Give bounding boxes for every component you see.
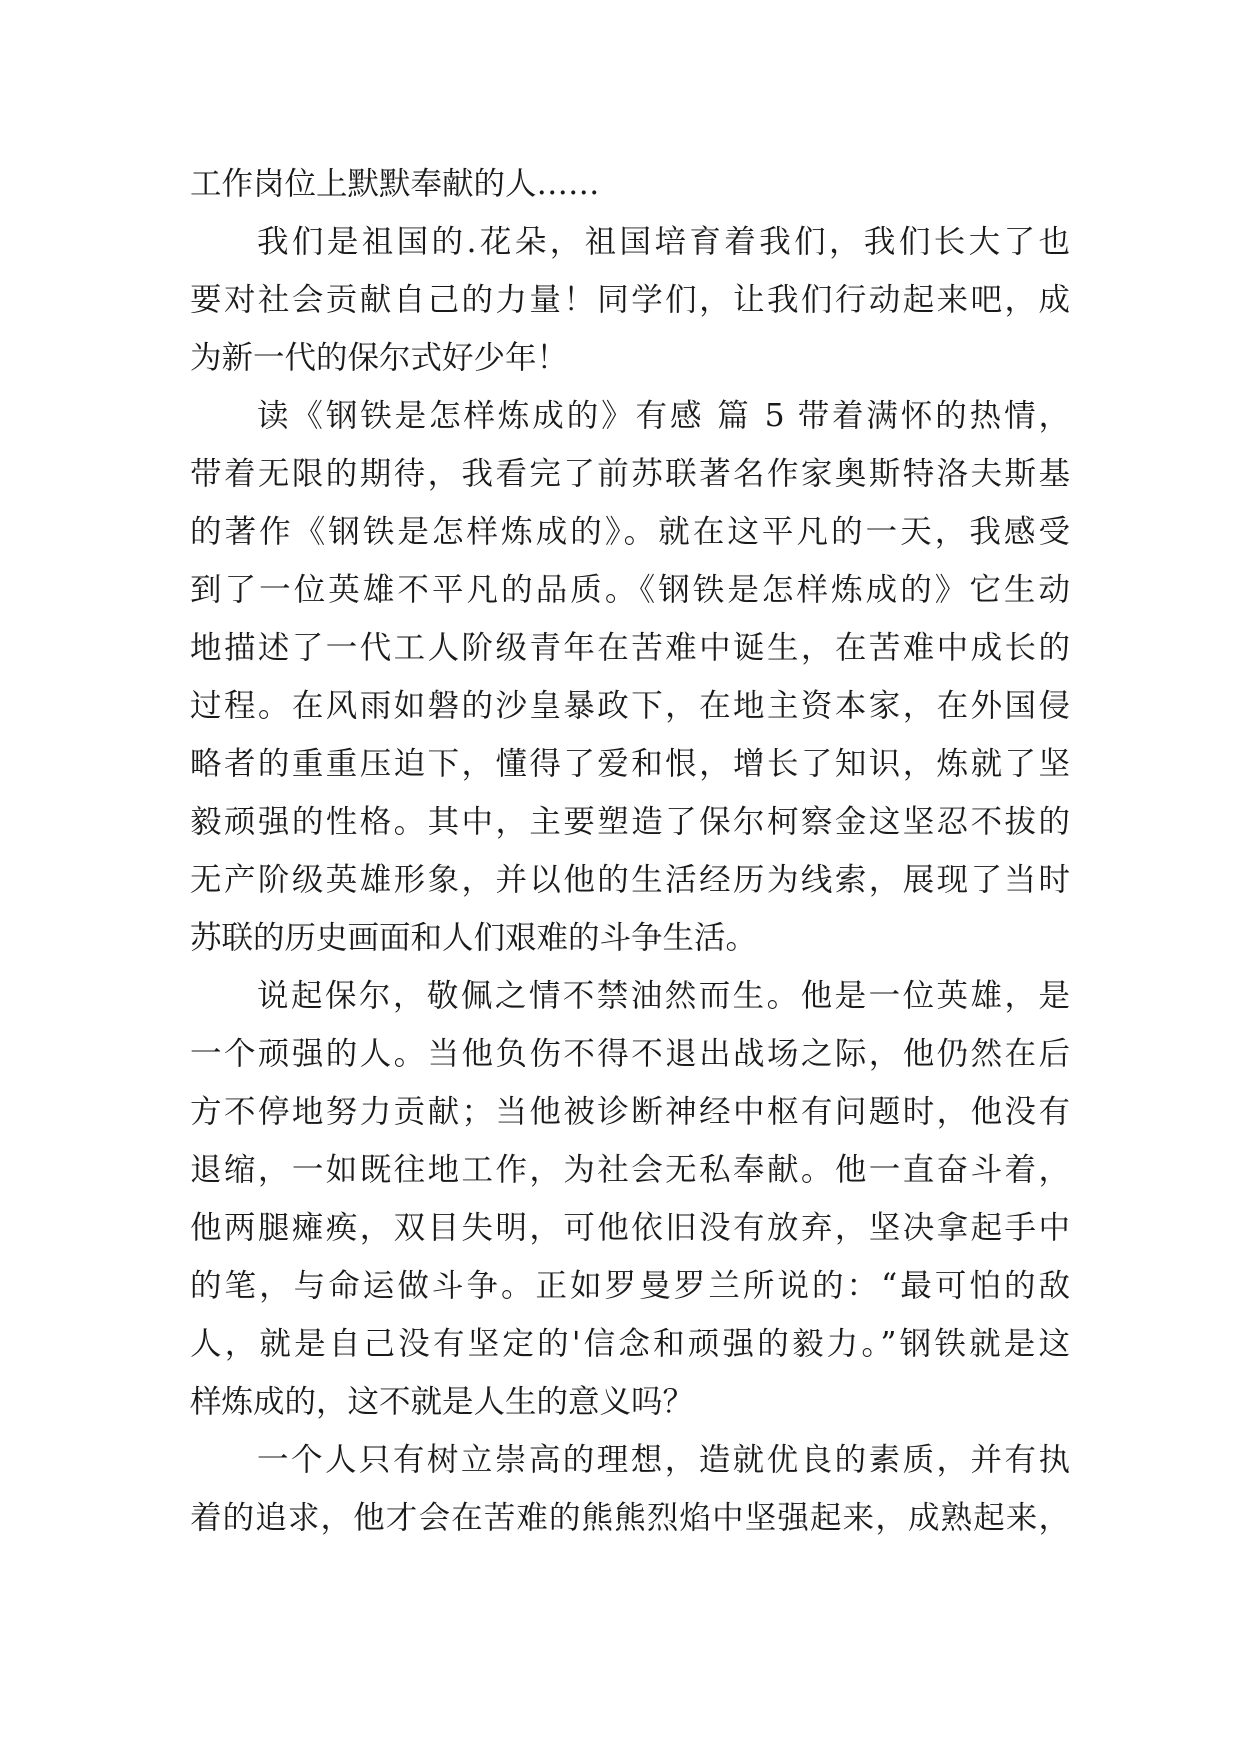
paragraph xyxy=(190,155,1070,213)
text-line: 苏联的历史画面和人们艰难的斗争生活。 xyxy=(190,920,758,956)
paragraph xyxy=(190,213,1070,387)
text-line: 过程。在风雨如磐的沙皇暴政下，在地主资本家，在外国侵 xyxy=(190,688,1070,724)
text-line: 工作岗位上默默奉献的人…… xyxy=(190,166,600,202)
text-line: 读《钢铁是怎样炼成的》有感 篇 5 带着满怀的热情， xyxy=(257,398,1070,434)
text-line: 要对社会贡献自己的力量！同学们，让我们行动起来吧，成 xyxy=(190,282,1070,318)
text-line: 带着无限的期待，我看完了前苏联著名作家奥斯特洛夫斯基 xyxy=(190,456,1070,492)
text-line: 无产阶级英雄形象，并以他的生活经历为线索，展现了当时 xyxy=(190,862,1070,898)
text-line: 样炼成的，这不就是人生的意义吗？ xyxy=(190,1384,695,1420)
text-line: 他两腿瘫痪，双目失明，可他依旧没有放弃，坚决拿起手中 xyxy=(190,1210,1070,1246)
text-line: 一个人只有树立崇高的理想，造就优良的素质，并有执 xyxy=(257,1442,1070,1478)
text-line: 退缩，一如既往地工作，为社会无私奉献。他一直奋斗着， xyxy=(190,1152,1070,1188)
text-line: 的笔，与命运做斗争。正如罗曼罗兰所说的：“最可怕的敌 xyxy=(190,1268,1070,1304)
text-line: 说起保尔，敬佩之情不禁油然而生。他是一位英雄，是 xyxy=(257,978,1070,1014)
text-line: 略者的重重压迫下，懂得了爱和恨，增长了知识，炼就了坚 xyxy=(190,746,1070,782)
document-body xyxy=(190,155,1070,1547)
text-line: 的著作《钢铁是怎样炼成的》。就在这平凡的一天，我感受 xyxy=(190,514,1070,550)
text-line: 一个顽强的人。当他负伤不得不退出战场之际，他仍然在后 xyxy=(190,1036,1070,1072)
paragraph xyxy=(190,387,1070,967)
text-line: 我们是祖国的.花朵，祖国培育着我们，我们长大了也 xyxy=(257,224,1070,260)
text-line: 方不停地努力贡献；当他被诊断神经中枢有问题时，他没有 xyxy=(190,1094,1070,1130)
paragraph xyxy=(190,967,1070,1431)
text-line: 毅顽强的性格。其中，主要塑造了保尔柯察金这坚忍不拔的 xyxy=(190,804,1070,840)
text-line: 为新一代的保尔式好少年！ xyxy=(190,340,569,376)
text-line: 人，就是自己没有坚定的'信念和顽强的毅力。”钢铁就是这 xyxy=(190,1326,1070,1362)
text-line: 着的追求，他才会在苦难的熊熊烈焰中坚强起来，成熟起来， xyxy=(190,1500,1070,1536)
paragraph xyxy=(190,1431,1070,1547)
text-line: 地描述了一代工人阶级青年在苦难中诞生，在苦难中成长的 xyxy=(190,630,1070,666)
text-line: 到了一位英雄不平凡的品质。《钢铁是怎样炼成的》它生动 xyxy=(190,572,1070,608)
